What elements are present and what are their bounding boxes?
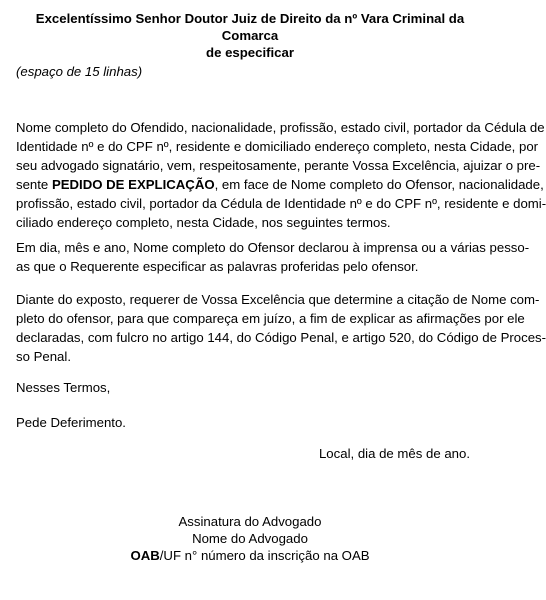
spacing-note xyxy=(16,62,142,82)
closing-text: Nesses Termos, xyxy=(16,380,111,395)
request-text: Pede Deferimento. xyxy=(16,415,126,430)
paragraph-line: ciliado endereço completo, nesta Cidade, nos seguintes termos. xyxy=(16,215,391,230)
oab-number-text: /UF n° número da inscrição na OAB xyxy=(159,548,370,563)
title-line-2: de especificar xyxy=(206,45,294,60)
lawyer-name: Nome do Advogado xyxy=(192,531,308,546)
paragraph-line: Em dia, mês e ano, Nome completo do Ofensor declarou à imprensa ou a várias pesso- xyxy=(16,240,530,255)
paragraph-line: Nome completo do Ofendido, nacionalidade, profissão, estado civil, portador da Cédula de xyxy=(16,120,545,135)
title-line-1: Excelentíssimo Senhor Doutor Juiz de Direito da nº Vara Criminal da Comarca xyxy=(35,11,465,43)
request-type-bold: PEDIDO DE EXPLICAÇÃO xyxy=(51,177,215,192)
paragraph-line: pleto do ofensor, para que compareça em juízo, a fim de explicar as afirmações por ele xyxy=(16,311,525,326)
place-date: Local, dia de mês de ano. xyxy=(318,446,470,461)
paragraph-conclusion xyxy=(16,290,546,366)
oab-registration xyxy=(22,547,478,564)
paragraph-line: as que o Requerente especificar as palavras proferidas pelo ofensor. xyxy=(16,259,419,274)
paragraph-facts xyxy=(16,238,530,276)
spacing-note-text: (espaço de 15 linhas) xyxy=(16,64,143,79)
paragraph-line: declaradas, com fulcro no artigo 144, do Código Penal, e artigo 520, do Código de Proces- xyxy=(16,330,546,345)
text-fragment: sente xyxy=(16,177,52,192)
text-fragment: , em face de Nome completo do Ofensor, nacionalidade, xyxy=(214,177,544,192)
paragraph-line: so Penal. xyxy=(16,349,71,364)
document-title xyxy=(22,10,478,61)
paragraph-line: profissão, estado civil, portador da Cédula de Identidade nº e do CPF nº, residente e domi- xyxy=(16,196,546,211)
paragraph-request xyxy=(16,118,546,232)
paragraph-line: Diante do exposto, requerer de Vossa Excelência que determine a citação de Nome com- xyxy=(16,292,540,307)
signature-line: Assinatura do Advogado xyxy=(178,514,322,529)
paragraph-line xyxy=(16,175,544,194)
paragraph-line: seu advogado signatário, vem, respeitosamente, perante Vossa Excelência, ajuizar o pre- xyxy=(16,158,541,173)
paragraph-line: Identidade nº e do CPF nº, residente e domiciliado endereço completo, nesta Cidade, por xyxy=(16,139,539,154)
oab-label: OAB xyxy=(130,548,160,563)
